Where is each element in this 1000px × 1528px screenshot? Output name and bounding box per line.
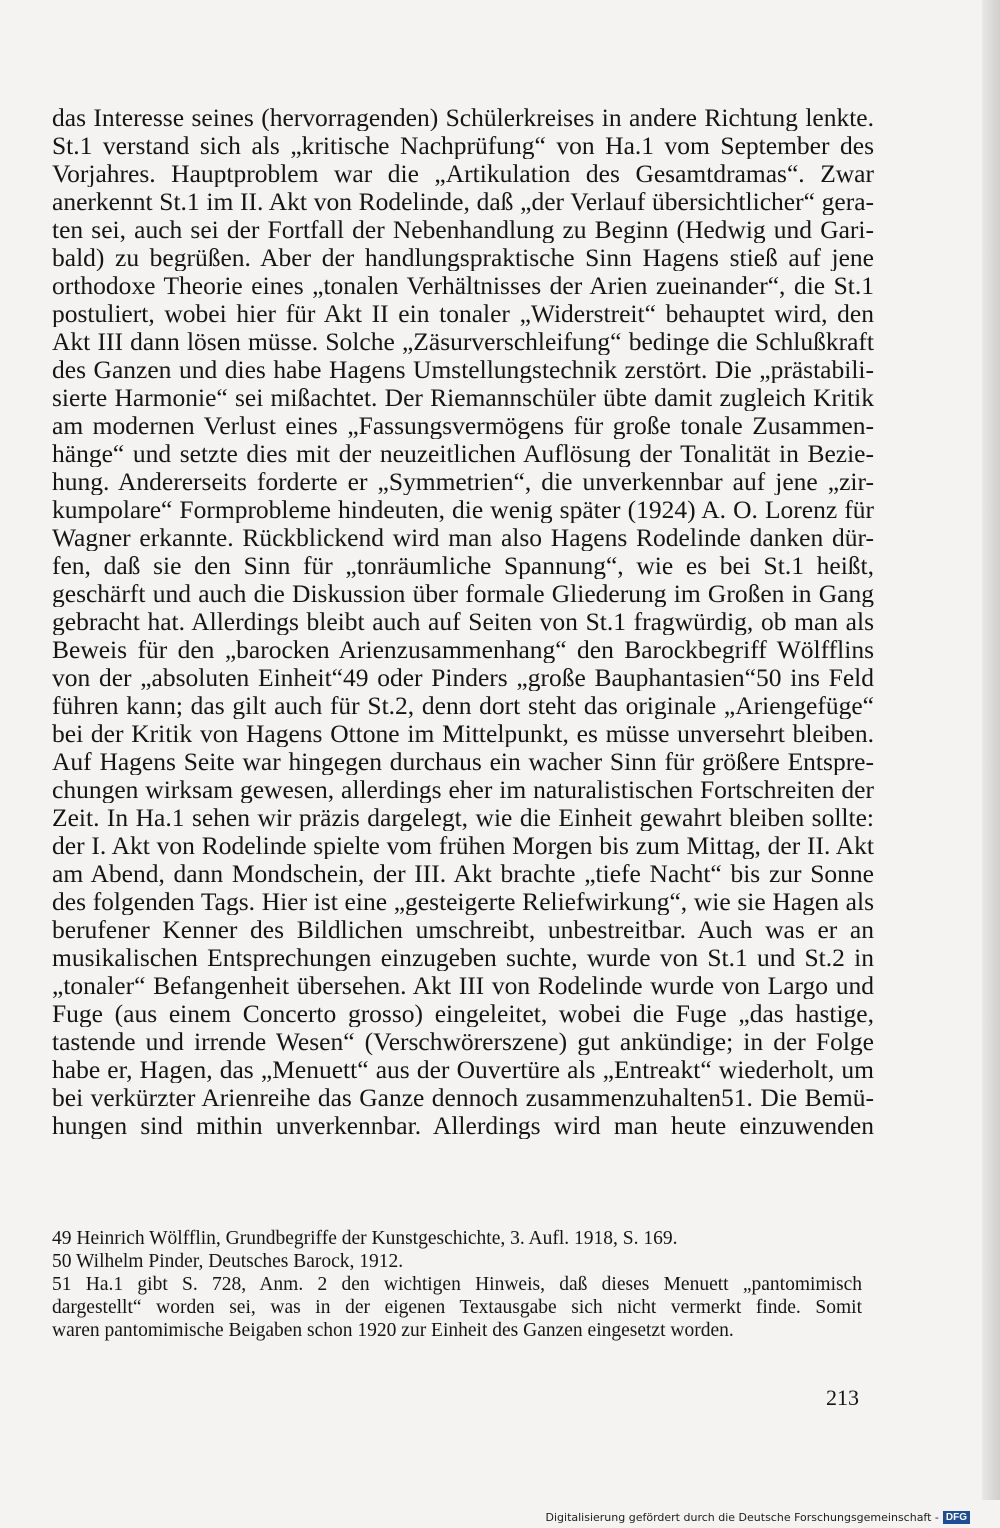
text-line: Beweis für den „barocken Arienzusammenhang“ den Barockbegriff Wölfflins (52, 637, 874, 663)
text-line: St.1 verstand sich als „kritische Nachprüfung“ von Ha.1 vom September des (52, 133, 874, 159)
text-line: von der „absoluten Einheit“49 oder Pinders „große Bauphantasien“50 ins Feld (52, 665, 874, 691)
footnote-51-cont: dargestellt“ worden sei, was in der eigenen Textausgabe sich nicht vermerkt finde. Somit (52, 1297, 862, 1318)
page-number: 213 (826, 1385, 859, 1410)
text-line: bald) zu begrüßen. Aber der handlungspraktische Sinn Hagens stieß auf jene (52, 245, 874, 271)
text-line: bei verkürzter Arienreihe das Ganze dennoch zusammenzuhalten51. Die Bemü- (52, 1085, 874, 1111)
text-line: Fuge (aus einem Concerto grosso) eingeleitet, wobei die Fuge „das hastige, (52, 1001, 874, 1027)
text-line: Wagner erkannte. Rückblickend wird man also Hagens Rodelinde danken dür- (52, 525, 874, 551)
text-line: am modernen Verlust eines „Fassungsvermögens für große tonale Zusammen- (52, 413, 874, 439)
text-line: des Ganzen und dies habe Hagens Umstellungstechnik zerstört. Die „prästabili- (52, 357, 874, 383)
text-line: am Abend, dann Mondschein, der III. Akt brachte „tiefe Nacht“ bis zur Sonne (52, 861, 874, 887)
text-line: das Interesse seines (hervorragenden) Schülerkreises in andere Richtung lenkte. (52, 105, 874, 131)
text-line: berufener Kenner des Bildlichen umschreibt, unbestreitbar. Auch was er an (52, 917, 874, 943)
text-line: hung. Andererseits forderte er „Symmetrien“, die unverkennbar auf jene „zir- (52, 469, 874, 495)
text-line: Zeit. In Ha.1 sehen wir präzis dargelegt, wie die Einheit gewahrt bleiben sollte: (52, 805, 874, 831)
text-line: postuliert, wobei hier für Akt II ein tonaler „Widerstreit“ behauptet wird, den (52, 301, 874, 327)
text-line: hungen sind mithin unverkennbar. Allerdings wird man heute einzuwenden (52, 1113, 874, 1139)
text-line: Auf Hagens Seite war hingegen durchaus ein wacher Sinn für größere Entspre- (52, 749, 874, 775)
footnote-51: 51 Ha.1 gibt S. 728, Anm. 2 den wichtigen Hinweis, daß dieses Menuett „pantomimisch (52, 1274, 862, 1295)
text-line: geschärft und auch die Diskussion über formale Gliederung im Großen in Gang (52, 581, 874, 607)
text-line: hänge“ und setzte dies mit der neuzeitlichen Auflösung der Tonalität in Bezie- (52, 441, 874, 467)
credit-text: Digitalisierung gefördert durch die Deutsche Forschungsgemeinschaft - (545, 1511, 939, 1524)
text-line: sierte Harmonie“ sei mißachtet. Der Riemannschüler übte damit zugleich Kritik (52, 385, 874, 411)
text-line: bei der Kritik von Hagens Ottone im Mittelpunkt, es müsse unversehrt bleiben. (52, 721, 874, 747)
text-line: fen, daß sie den Sinn für „tonräumliche Spannung“, wie es bei St.1 heißt, (52, 553, 874, 579)
text-line: führen kann; das gilt auch für St.2, denn dort steht das originale „Ariengefüge“ (52, 693, 874, 719)
text-line: ten sei, auch sei der Fortfall der Nebenhandlung zu Beginn (Hedwig und Gari- (52, 217, 874, 243)
footnote-50: 50 Wilhelm Pinder, Deutsches Barock, 1912. (52, 1251, 404, 1272)
text-line: chungen wirksam gewesen, allerdings eher im naturalistischen Fortschreiten der (52, 777, 874, 803)
text-line: gebracht hat. Allerdings bleibt auch auf Seiten von St.1 fragwürdig, ob man als (52, 609, 874, 635)
text-line: Vorjahres. Hauptproblem war die „Artikulation des Gesamtdramas“. Zwar (52, 161, 874, 187)
text-line: musikalischen Entsprechungen einzugeben suchte, wurde von St.1 und St.2 in (52, 945, 874, 971)
text-line: „tonaler“ Befangenheit übersehen. Akt III von Rodelinde wurde von Largo und (52, 973, 874, 999)
dfg-logo-icon: DFG (943, 1511, 970, 1524)
footnote-51-end: waren pantomimische Beigaben schon 1920 zur Einheit des Ganzen eingesetzt worden. (52, 1320, 734, 1341)
funding-credit (546, 1511, 971, 1524)
text-line: orthodoxe Theorie eines „tonalen Verhältnisses der Arien zueinander“, die St.1 (52, 273, 874, 299)
text-line: der I. Akt von Rodelinde spielte vom frühen Morgen bis zum Mittag, der II. Akt (52, 833, 874, 859)
text-line: des folgenden Tags. Hier ist eine „gesteigerte Reliefwirkung“, wie sie Hagen als (52, 889, 874, 915)
text-line: kumpolare“ Formprobleme hindeuten, die wenig später (1924) A. O. Lorenz für (52, 497, 874, 523)
footnote-49: 49 Heinrich Wölfflin, Grundbegriffe der Kunstgeschichte, 3. Aufl. 1918, S. 169. (52, 1228, 678, 1249)
text-line: habe er, Hagen, das „Menuett“ aus der Ouvertüre als „Entreakt“ wiederholt, um (52, 1057, 874, 1083)
text-line: Akt III dann lösen müsse. Solche „Zäsurverschleifung“ bedinge die Schlußkraft (52, 329, 874, 355)
text-line: anerkennt St.1 im II. Akt von Rodelinde, daß „der Verlauf übersichtlicher“ gera- (52, 189, 874, 215)
text-line: tastende und irrende Wesen“ (Verschwörerszene) gut ankündige; in der Folge (52, 1029, 874, 1055)
